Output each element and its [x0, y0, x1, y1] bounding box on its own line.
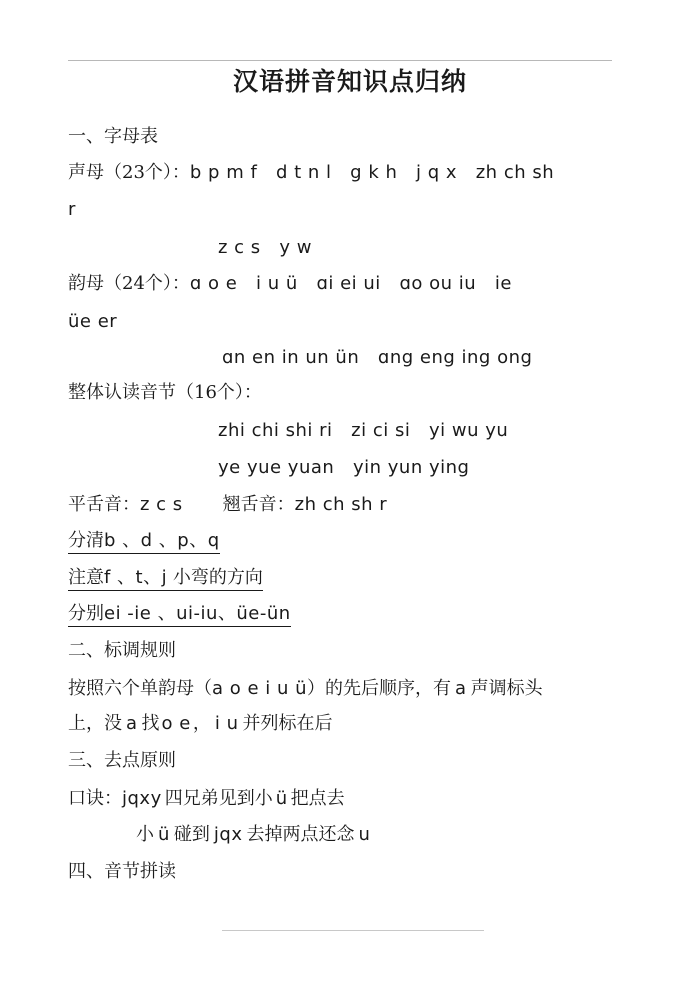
- zhuyi-label: 注意: [68, 567, 104, 588]
- tone-rule-text-1c: ）的先后顺序，有: [307, 678, 452, 699]
- qiaoshe-label: 翘舌音：: [222, 494, 295, 515]
- header-rule: [68, 60, 612, 61]
- qiaoshe-value: zh ch sh r: [294, 494, 388, 515]
- koujue-line-2: [136, 822, 370, 848]
- section-heading-alphabet: 一、字母表: [68, 126, 158, 147]
- koujue-letter-u: u: [358, 824, 371, 845]
- tone-rule-text-2c: 找: [141, 713, 160, 734]
- fenbie-letters: ei -ie 、ui-iu、üe-ün: [104, 603, 291, 624]
- shengmu-letters-3: z c s y w: [218, 237, 312, 258]
- yunmu-letters-2: üe er: [68, 311, 118, 332]
- page-title: 汉语拼音知识点归纳: [232, 67, 467, 96]
- fenbie-line: [68, 601, 291, 627]
- tone-rule-text-2a: 上，没: [68, 713, 122, 734]
- zhengti-syllables-2: ye yue yuan yin yun ying: [218, 457, 470, 478]
- koujue-letter-u-umlaut-2: ü: [158, 824, 170, 845]
- pingshe-label: 平舌音：: [68, 494, 140, 515]
- tone-rule-vowels: a o e i u ü: [212, 678, 308, 699]
- koujue-text-2e: 去掉两点还念: [246, 824, 355, 845]
- tone-rule-letter-a-2: a: [126, 713, 138, 734]
- tone-rule-line-2: [68, 711, 332, 737]
- zhuyi-letters: f 、t、j: [104, 567, 168, 588]
- fenqing-line: [68, 528, 220, 554]
- tone-rule-text-2g: 并列标在后: [242, 713, 333, 734]
- koujue-text-2c: 碰到: [173, 824, 210, 845]
- zhuyi-line: [68, 565, 263, 591]
- koujue-text-2a: 小: [136, 824, 154, 845]
- koujue-letters-jqxy: jqxy: [122, 788, 162, 809]
- pingshe-qiaoshe-line: [68, 492, 387, 518]
- koujue-text-1d: 把点去: [290, 788, 345, 809]
- tone-rule-letters-iu: i u: [214, 713, 239, 734]
- yunmu-letters-3: ɑn en in un ün ɑng eng ing ong: [222, 347, 533, 368]
- koujue-letters-jqx: jqx: [213, 824, 243, 845]
- shengmu-label: 声母（23个）：: [68, 162, 190, 183]
- koujue-label: 口诀：: [68, 788, 122, 809]
- tone-rule-text-1a: 按照六个单韵母（: [68, 678, 212, 699]
- tone-rule-text-1e: 声调标头: [470, 678, 543, 699]
- fenqing-letters: b 、d 、p、q: [104, 530, 220, 551]
- koujue-line-1: [68, 786, 345, 812]
- shengmu-line: [68, 160, 554, 186]
- yunmu-label: 韵母（24个）：: [68, 273, 190, 294]
- footer-rule: [222, 930, 484, 931]
- koujue-letter-u-umlaut: ü: [275, 788, 288, 809]
- fenbie-label: 分别: [68, 603, 104, 624]
- tone-rule-letters-oe: o e: [161, 713, 191, 734]
- section-heading-remove-dots: 三、去点原则: [68, 750, 176, 771]
- tone-rule-letter-a: a: [455, 678, 467, 699]
- fenqing-note: [68, 530, 220, 554]
- zhuyi-note: [68, 567, 263, 591]
- fenbie-note: [68, 603, 291, 627]
- zhengti-label: 整体认读音节（16个）：: [68, 382, 262, 403]
- zhuyi-suffix: 小弯的方向: [172, 567, 263, 588]
- tone-rule-comma: ，: [192, 713, 211, 734]
- koujue-text-1b: 四兄弟见到小: [164, 788, 273, 809]
- zhengti-syllables-1: zhi chi shi ri zi ci si yi wu yu: [218, 420, 509, 441]
- section-heading-syllable-reading: 四、音节拼读: [68, 861, 176, 882]
- yunmu-line: [68, 271, 512, 297]
- shengmu-letters-1: b p m f d t n l g k h j q x zh ch sh: [189, 162, 555, 183]
- section-heading-tone-rules: 二、标调规则: [68, 640, 176, 661]
- pingshe-value: z c s: [140, 494, 183, 515]
- shengmu-letters-2: r: [68, 199, 76, 220]
- yunmu-letters-1: ɑ o e i u ü ɑi ei ui ɑo ou iu ie: [189, 273, 512, 294]
- tone-rule-line-1: [68, 676, 543, 702]
- fenqing-label: 分清: [68, 530, 104, 551]
